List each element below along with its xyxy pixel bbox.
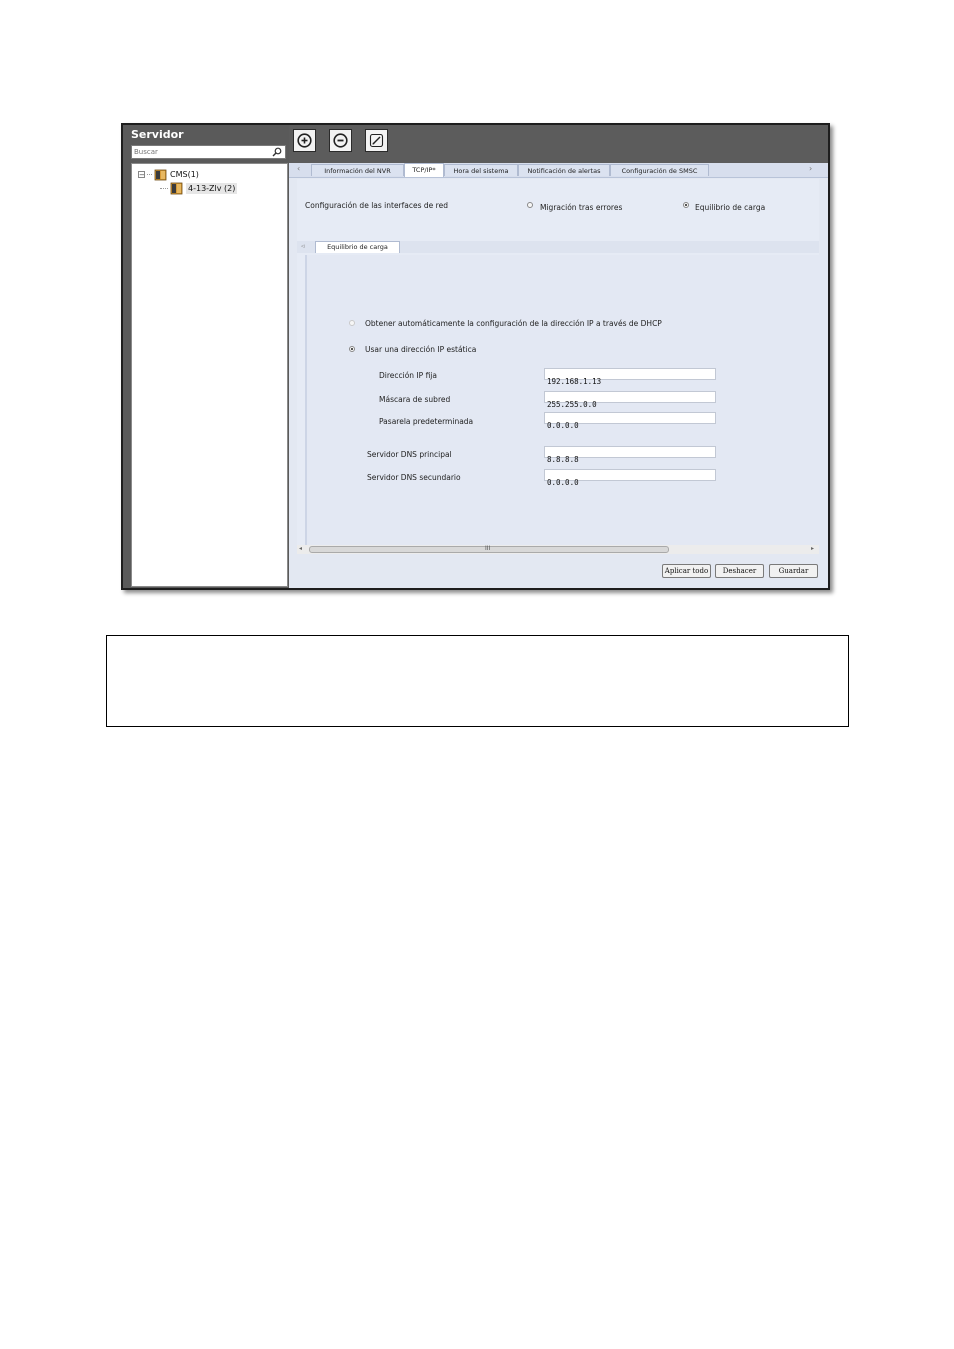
server-icon <box>170 182 183 195</box>
tree-node-nvr[interactable] <box>160 182 237 195</box>
primary-dns-label: Servidor DNS principal <box>367 450 452 459</box>
subnet-mask-label: Máscara de subred <box>379 395 451 404</box>
tree-node-cms[interactable] <box>138 168 199 181</box>
search-box[interactable] <box>131 145 286 159</box>
server-icon <box>154 168 167 181</box>
subnet-mask-field[interactable] <box>544 391 716 403</box>
gateway-input[interactable] <box>545 421 715 431</box>
ip-settings-panel <box>305 255 821 545</box>
tab-scroll-left-icon[interactable]: ‹ <box>297 164 301 173</box>
scrollbar-thumb[interactable] <box>309 546 669 553</box>
tab-nvr-info[interactable]: Información del NVR <box>311 164 404 176</box>
scroll-right-arrow-icon[interactable]: ▸ <box>811 545 815 552</box>
fixed-ip-field[interactable] <box>544 368 716 380</box>
collapse-icon[interactable]: − <box>139 171 145 179</box>
dhcp-radio[interactable] <box>349 320 355 326</box>
static-ip-radio[interactable] <box>349 346 355 352</box>
subnet-mask-input[interactable] <box>545 400 715 410</box>
sub-tab-scroll-left-icon[interactable]: ◃ <box>301 242 305 250</box>
server-config-window <box>121 123 830 590</box>
gateway-label: Pasarela predeterminada <box>379 417 474 426</box>
scroll-left-arrow-icon[interactable]: ◂ <box>299 545 303 552</box>
fixed-ip-label: Dirección IP fija <box>379 371 437 380</box>
pencil-icon <box>369 133 384 148</box>
horizontal-scrollbar[interactable] <box>297 545 819 554</box>
tab-alert-notification[interactable]: Notificación de alertas <box>518 164 610 176</box>
search-icon[interactable] <box>272 147 282 157</box>
failover-radio[interactable] <box>527 202 533 208</box>
network-interface-label: Configuración de las interfaces de red <box>305 201 448 210</box>
tree-connector <box>160 188 168 189</box>
load-balance-radio[interactable] <box>683 202 689 208</box>
sub-tab-bar <box>297 241 819 253</box>
scrollbar-grip: III <box>485 545 491 552</box>
tab-tcpip[interactable]: TCP/IP* <box>404 163 444 177</box>
tree-connector <box>147 174 152 175</box>
load-balance-label: Equilibrio de carga <box>695 203 766 212</box>
primary-dns-field[interactable] <box>544 446 716 458</box>
tab-bar <box>289 163 828 178</box>
settings-pane <box>289 163 828 588</box>
tab-system-time[interactable]: Hora del sistema <box>444 164 518 176</box>
fixed-ip-input[interactable] <box>545 377 715 387</box>
remove-button[interactable] <box>329 129 352 152</box>
plus-circle-icon <box>297 133 312 148</box>
add-button[interactable] <box>293 129 316 152</box>
tcpip-content <box>297 179 819 545</box>
secondary-dns-label: Servidor DNS secundario <box>367 473 461 482</box>
action-bar <box>289 558 828 588</box>
search-input[interactable] <box>134 146 269 158</box>
note-box <box>106 635 849 727</box>
failover-label: Migración tras errores <box>540 203 623 212</box>
server-panel <box>123 125 289 588</box>
server-tree <box>131 163 288 587</box>
tab-scroll-right-icon[interactable]: › <box>809 164 813 173</box>
panel-title: Servidor <box>131 128 184 141</box>
gateway-field[interactable] <box>544 412 716 424</box>
minus-circle-icon <box>333 133 348 148</box>
tree-node-label[interactable]: 4-13-Zlv (2) <box>188 184 236 193</box>
toolbar <box>289 125 828 163</box>
dhcp-label: Obtener automáticamente la configuración de la dirección IP a través de DHCP <box>365 319 662 328</box>
apply-all-button[interactable]: Aplicar todo <box>662 564 711 578</box>
primary-dns-input[interactable] <box>545 455 715 465</box>
undo-button[interactable]: Deshacer <box>715 564 764 578</box>
edit-button[interactable] <box>365 129 388 152</box>
static-ip-label: Usar una dirección IP estática <box>365 345 477 354</box>
sub-tab-load-balance[interactable]: Equilibrio de carga <box>315 241 400 253</box>
tab-smsc-config[interactable]: Configuración de SMSC <box>610 164 709 176</box>
save-button[interactable]: Guardar <box>769 564 818 578</box>
secondary-dns-field[interactable] <box>544 469 716 481</box>
tree-node-label[interactable]: CMS(1) <box>170 170 199 179</box>
secondary-dns-input[interactable] <box>545 478 715 488</box>
